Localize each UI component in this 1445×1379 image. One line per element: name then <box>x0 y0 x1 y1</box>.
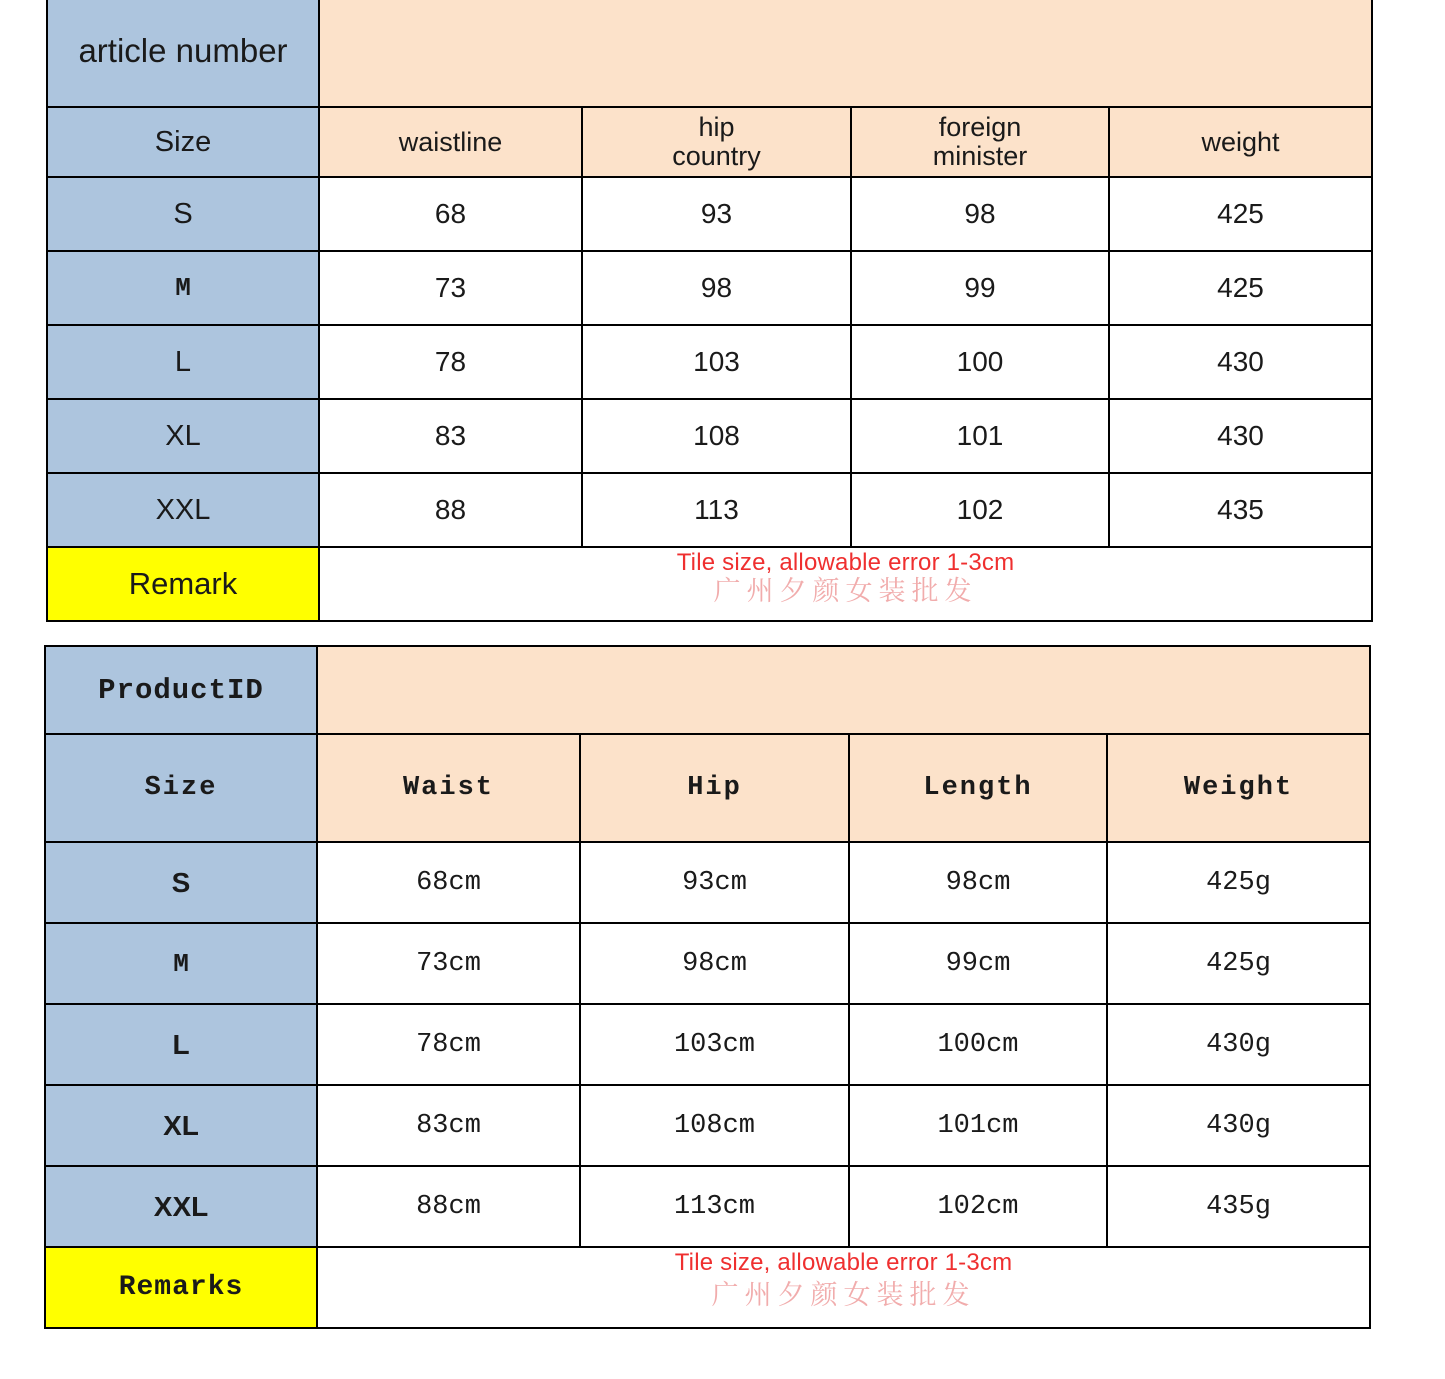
header-length: foreign minister <box>851 107 1109 177</box>
cell-hip: 98cm <box>580 923 849 1004</box>
cell-waist: 68cm <box>317 842 580 923</box>
cell-size: XL <box>47 399 319 473</box>
header-size: Size <box>45 734 317 842</box>
cell-size: XXL <box>47 473 319 547</box>
cell-length: 99cm <box>849 923 1107 1004</box>
product-id-value <box>317 646 1370 734</box>
cell-length: 100cm <box>849 1004 1107 1085</box>
cell-size: S <box>45 842 317 923</box>
cell-hip: 113 <box>582 473 851 547</box>
cell-waistline: 83 <box>319 399 582 473</box>
cell-length: 101 <box>851 399 1109 473</box>
cell-hip: 98 <box>582 251 851 325</box>
cell-weight: 430 <box>1109 399 1372 473</box>
header-hip: Hip <box>580 734 849 842</box>
table-row <box>45 1004 1370 1085</box>
cell-weight: 430g <box>1107 1085 1370 1166</box>
cell-weight: 430 <box>1109 325 1372 399</box>
article-number-label: article number <box>47 0 319 107</box>
cell-size: L <box>47 325 319 399</box>
cell-weight: 425g <box>1107 842 1370 923</box>
table-row-remark <box>47 547 1372 621</box>
table-row <box>47 177 1372 251</box>
cell-size: M <box>45 923 317 1004</box>
cell-weight: 435 <box>1109 473 1372 547</box>
header-weight: Weight <box>1107 734 1370 842</box>
cell-length: 98cm <box>849 842 1107 923</box>
cell-waistline: 88 <box>319 473 582 547</box>
table-row-product-id <box>45 646 1370 734</box>
cell-hip: 93cm <box>580 842 849 923</box>
cell-length: 101cm <box>849 1085 1107 1166</box>
remark-cell <box>317 1247 1370 1328</box>
table-row <box>45 842 1370 923</box>
remark-note: Tile size, allowable error 1-3cm <box>676 549 1015 576</box>
cell-hip: 113cm <box>580 1166 849 1247</box>
size-table <box>44 645 1371 1329</box>
cell-weight: 425g <box>1107 923 1370 1004</box>
cell-length: 102cm <box>849 1166 1107 1247</box>
watermark-text: 广州夕颜女装批发 <box>713 576 978 607</box>
cell-waist: 78cm <box>317 1004 580 1085</box>
watermark-text: 广州夕颜女装批发 <box>711 1279 976 1310</box>
cell-size: S <box>47 177 319 251</box>
cell-hip: 108cm <box>580 1085 849 1166</box>
table-row-article <box>47 0 1372 107</box>
product-id-label: ProductID <box>45 646 317 734</box>
header-weight: weight <box>1109 107 1372 177</box>
table-header-row <box>45 734 1370 842</box>
cell-weight: 425 <box>1109 251 1372 325</box>
table-row <box>47 251 1372 325</box>
cell-size: XL <box>45 1085 317 1166</box>
table-row <box>47 473 1372 547</box>
size-table-secondary <box>44 645 1371 1329</box>
cell-waist: 83cm <box>317 1085 580 1166</box>
table-row-remark <box>45 1247 1370 1328</box>
cell-weight: 430g <box>1107 1004 1370 1085</box>
table-row <box>47 399 1372 473</box>
cell-length: 100 <box>851 325 1109 399</box>
cell-weight: 435g <box>1107 1166 1370 1247</box>
table-row <box>45 923 1370 1004</box>
cell-waistline: 73 <box>319 251 582 325</box>
table-row <box>45 1166 1370 1247</box>
remark-note: Tile size, allowable error 1-3cm <box>674 1249 1013 1276</box>
header-size: Size <box>47 107 319 177</box>
cell-size: L <box>45 1004 317 1085</box>
cell-size: XXL <box>45 1166 317 1247</box>
cell-waist: 73cm <box>317 923 580 1004</box>
size-table <box>46 0 1373 622</box>
table-row <box>45 1085 1370 1166</box>
cell-hip: 103cm <box>580 1004 849 1085</box>
size-table-primary <box>46 0 1371 622</box>
cell-hip: 108 <box>582 399 851 473</box>
cell-length: 102 <box>851 473 1109 547</box>
header-waistline: waistline <box>319 107 582 177</box>
cell-weight: 425 <box>1109 177 1372 251</box>
header-length: Length <box>849 734 1107 842</box>
cell-hip: 103 <box>582 325 851 399</box>
article-number-value <box>319 0 1372 107</box>
table-header-row <box>47 107 1372 177</box>
cell-waist: 88cm <box>317 1166 580 1247</box>
table-row <box>47 325 1372 399</box>
header-waist: Waist <box>317 734 580 842</box>
remark-cell <box>319 547 1372 621</box>
cell-hip: 93 <box>582 177 851 251</box>
cell-waistline: 68 <box>319 177 582 251</box>
remark-label: Remark <box>47 547 319 621</box>
cell-waistline: 78 <box>319 325 582 399</box>
cell-length: 99 <box>851 251 1109 325</box>
cell-length: 98 <box>851 177 1109 251</box>
remarks-label: Remarks <box>45 1247 317 1328</box>
header-hip: hip country <box>582 107 851 177</box>
cell-size: M <box>47 251 319 325</box>
